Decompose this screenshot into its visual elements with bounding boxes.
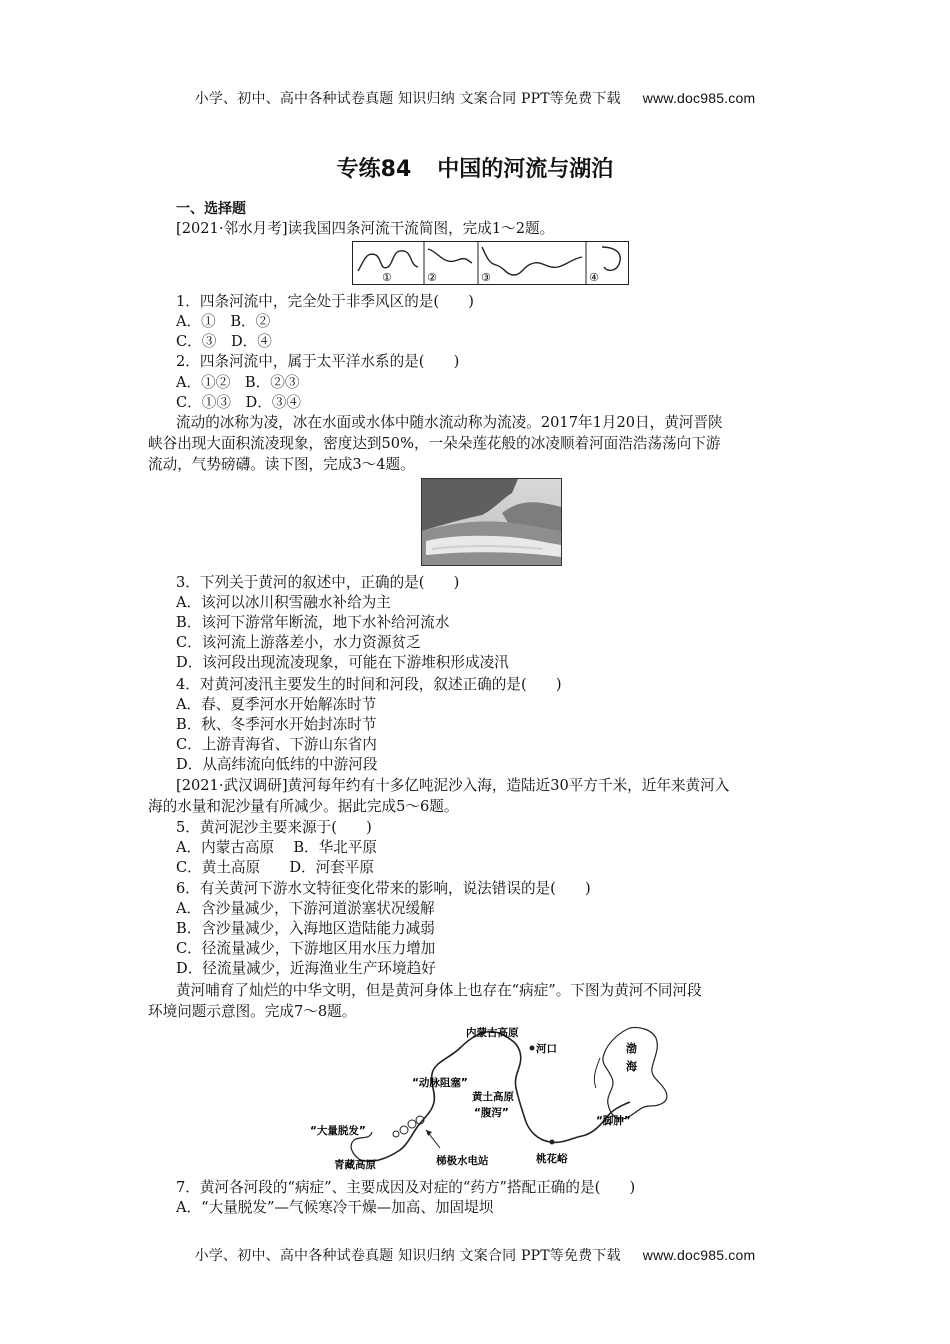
label-tiji: 梯极水电站 — [436, 1155, 489, 1167]
q3-option-d: D．该河段出现流凌现象，可能在下游堆积形成凌汛 — [176, 654, 509, 671]
page-header — [0, 88, 950, 108]
intro-q7-8-line2: 环境问题示意图。完成7～8题。 — [148, 1003, 357, 1020]
intro-q5-6-line2: 海的水量和泥沙量有所减少。据此完成5～6题。 — [148, 798, 459, 815]
q6-option-b: B．含沙量减少，入海地区造陆能力减弱 — [176, 920, 435, 937]
q4-option-b: B．秋、冬季河水开始封冻时节 — [176, 716, 377, 733]
header-text: 小学、初中、高中各种试卷真题 知识归纳 文案合同 PPT等免费下载 — [194, 91, 621, 107]
q4-option-a: A．春、夏季河水开始解冻时节 — [176, 696, 377, 713]
q3-stem: 3．下列关于黄河的叙述中，正确的是( ) — [176, 574, 460, 591]
label-bohai-2: 海 — [626, 1060, 637, 1073]
q2-stem: 2．四条河流中，属于太平洋水系的是( ) — [176, 353, 460, 370]
label-hekou: 河口 — [536, 1043, 557, 1055]
label-neimeng: 内蒙古高原 — [466, 1027, 519, 1039]
intro-q1-2: [2021·邻水月考]读我国四条河流干流简图，完成1～2题。 — [176, 220, 555, 237]
footer-url[interactable]: www.doc985.com — [642, 1247, 756, 1263]
header-url[interactable]: www.doc985.com — [642, 90, 756, 106]
q5-options-cd: C．黄土高原 D．河套平原 — [176, 859, 374, 876]
q6-option-d: D．径流量减少，近海渔业生产环境趋好 — [176, 960, 436, 977]
intro-q5-6-line1: [2021·武汉调研]黄河每年约有十多亿吨泥沙入海，造陆近30平方千米，近年来黄河入 — [176, 777, 730, 794]
q1-options-ab: A．① B．② — [176, 313, 271, 330]
q7-option-a: A．“大量脱发”—气候寒冷干燥—加高、加固堤坝 — [176, 1199, 494, 1216]
title-number: 专练84 — [336, 157, 412, 182]
q5-options-ab: A．内蒙古高原 B．华北平原 — [176, 839, 378, 856]
label-huangtu: 黄土高原 — [472, 1091, 514, 1103]
river-label-2: ② — [427, 271, 437, 284]
title-text: 中国的河流与湖泊 — [437, 157, 614, 182]
intro-q3-4-line3: 流动，气势磅礴。读下图，完成3～4题。 — [148, 456, 415, 473]
q2-options-cd: C．①③ D．③④ — [176, 394, 302, 411]
q5-stem: 5．黄河泥沙主要来源于( ) — [176, 819, 372, 836]
intro-q3-4-line2: 峡谷出现大面积流凌现象，密度达到50%，一朵朵莲花般的冰凌顺着河面浩浩荡荡向下游 — [148, 435, 721, 452]
page-title — [0, 152, 950, 183]
yellow-river-map — [300, 1018, 700, 1174]
river-label-4: ④ — [589, 271, 599, 284]
q6-stem: 6．有关黄河下游水文特征变化带来的影响，说法错误的是( ) — [176, 880, 591, 897]
q3-option-c: C．该河流上游落差小，水力资源贫乏 — [176, 634, 421, 651]
label-qingzang: 青藏高原 — [334, 1159, 376, 1171]
label-jiaozhong: “脚肿” — [596, 1115, 631, 1127]
label-tuofa: “大量脱发” — [310, 1125, 366, 1137]
river-ice-photo — [421, 478, 562, 566]
intro-q7-8-line1: 黄河哺育了灿烂的中华文明，但是黄河身体上也存在“病症”。下图为黄河不同河段 — [176, 982, 702, 999]
page-footer — [0, 1245, 950, 1265]
label-fuxie: “腹泻” — [474, 1107, 509, 1119]
label-dongmai: “动脉阻塞” — [412, 1077, 468, 1089]
label-bohai-1: 渤 — [626, 1042, 637, 1055]
q4-option-d: D．从高纬流向低纬的中游河段 — [176, 756, 378, 773]
section-heading: 一、选择题 — [176, 201, 246, 217]
q2-options-ab: A．①② B．②③ — [176, 374, 300, 391]
label-taohua: 桃花峪 — [536, 1153, 568, 1165]
footer-text: 小学、初中、高中各种试卷真题 知识归纳 文案合同 PPT等免费下载 — [194, 1248, 621, 1264]
river-label-3: ③ — [481, 271, 491, 284]
q7-stem: 7．黄河各河段的“病症”、主要成因及对症的“药方”搭配正确的是( ) — [176, 1179, 636, 1196]
q1-options-cd: C．③ D．④ — [176, 333, 272, 350]
q4-option-c: C．上游青海省、下游山东省内 — [176, 736, 377, 753]
river-sketch-figure — [352, 241, 629, 285]
q6-option-c: C．径流量减少，下游地区用水压力增加 — [176, 940, 436, 957]
intro-q3-4-line1: 流动的冰称为凌，冰在水面或水体中随水流动称为流凌。2017年1月20日，黄河晋陕 — [176, 414, 723, 431]
q6-option-a: A．含沙量减少，下游河道淤塞状况缓解 — [176, 900, 435, 917]
q3-option-b: B．该河下游常年断流，地下水补给河流水 — [176, 614, 450, 631]
q1-stem: 1．四条河流中，完全处于非季风区的是( ) — [176, 293, 474, 310]
q4-stem: 4．对黄河凌汛主要发生的时间和河段，叙述正确的是( ) — [176, 676, 562, 693]
q3-option-a: A．该河以冰川积雪融水补给为主 — [176, 594, 391, 611]
river-label-1: ① — [382, 271, 392, 284]
